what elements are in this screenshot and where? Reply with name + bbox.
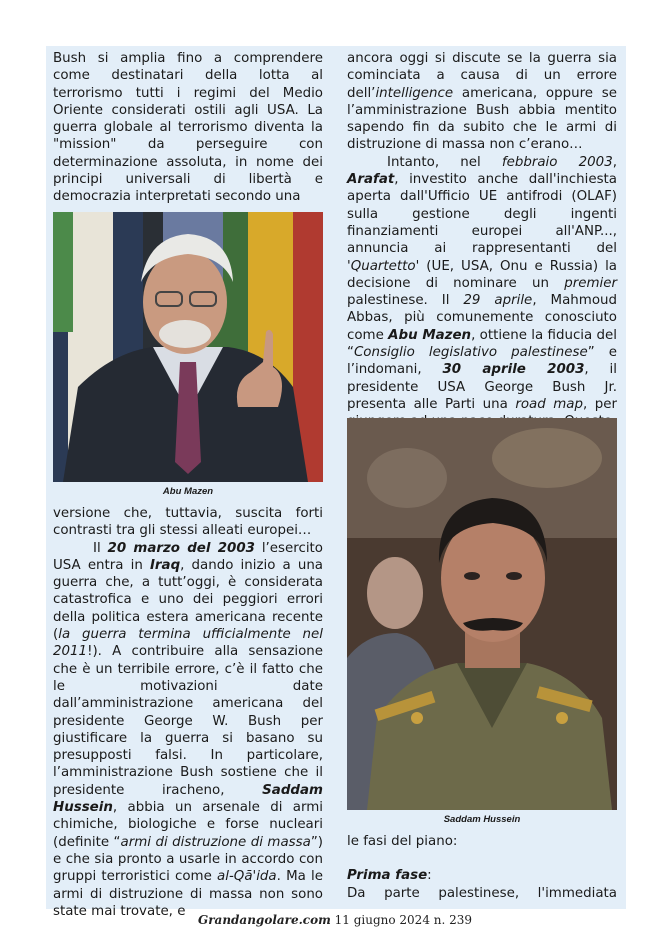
right-column-lower <box>347 833 617 902</box>
saddam-hussein-caption: Saddam Hussein <box>443 814 521 825</box>
page-footer <box>0 913 670 927</box>
right-paragraph-3: le fasi del piano: <box>347 834 458 849</box>
left-column-lower <box>53 505 323 920</box>
abu-mazen-portrait-icon <box>53 212 323 482</box>
right-column <box>347 50 617 431</box>
abu-mazen-caption: Abu Mazen <box>162 486 214 497</box>
left-paragraph-2: versione che, tuttavia, suscita forti contrasti tra gli stessi alleati europei… <box>53 506 323 539</box>
right-paragraph-1: ancora oggi si discute se la guerra sia cominciata a causa di un errore dell’intelligence americana, oppure se l’amministrazione Bush abbia mentito sapendo fin da subito che le armi di distruzione di massa non c’erano… <box>347 51 617 153</box>
saddam-hussein-photo <box>347 418 617 810</box>
footer-issue: 11 giugno 2024 n. 239 <box>330 913 473 927</box>
right-paragraph-2: Intanto, nel febbraio 2003, Arafat, investito anche dall'inchiesta aperta dall'Ufficio UE antifrodi (OLAF) sulla gestione degli ingenti finanziamenti europei all'ANP..., annuncia ai rappresentanti del 'Quartetto' (UE, USA, Onu e Russia) la decisione di nominare un premier palestinese. Il 29 aprile, Mahmoud Abbas, più comunemente conosciuto come Abu Mazen, ottiene la fiducia del “Consiglio legislativo palestinese” e l’indomani, 30 aprile 2003, il presidente USA George Bush Jr. presenta alle Parti una road map, per <box>347 154 618 412</box>
footer-site: Grandangolare.com <box>197 913 331 927</box>
right-paragraph-4: Da parte palestinese, l'immediata <box>347 885 617 901</box>
left-column <box>53 50 323 206</box>
left-paragraph-1: Bush si amplia fino a comprendere come destinatari della lotta al terrorismo tutti i regimi del Medio Oriente considerati ostili agli USA. La guerra globale al terrorismo diventa la "mission" da perseguire con determinazione assoluta, in nome dei principi universali di libertà e democrazia interpretati secondo una <box>53 51 323 205</box>
saddam-hussein-portrait-icon <box>347 418 617 810</box>
section-heading: Prima fase: <box>347 868 432 884</box>
abu-mazen-photo <box>53 212 323 482</box>
left-paragraph-3: Il 20 marzo del 2003 l’esercito USA entra in Iraq, dando inizio a una guerra che, a tutt’oggi, è considerata catastrofica e uno dei peggiori errori della politica estera americana recente (la guerra termina ufficialmente nel 2011!). A contribuire alla sensazione che è un terribile errore, c’è il fatto che le motivazioni date dall’amministrazione americana del presidente George W. Bush per giustificare la guerra si basano su presupposti falsi. In particolare, l’amministrazione Bush sostiene che il presidente iracheno, Saddam Hussein, abbia un arsenale di armi chimiche, biologiche e forse nucleari (definite “armi di distruzione di massa”) e che sia pronto a usarle in accordo con gruppi terroristici come al-Qā'ida. Ma le armi di distruzione di massa non sono state mai trovate, e <box>53 540 324 919</box>
